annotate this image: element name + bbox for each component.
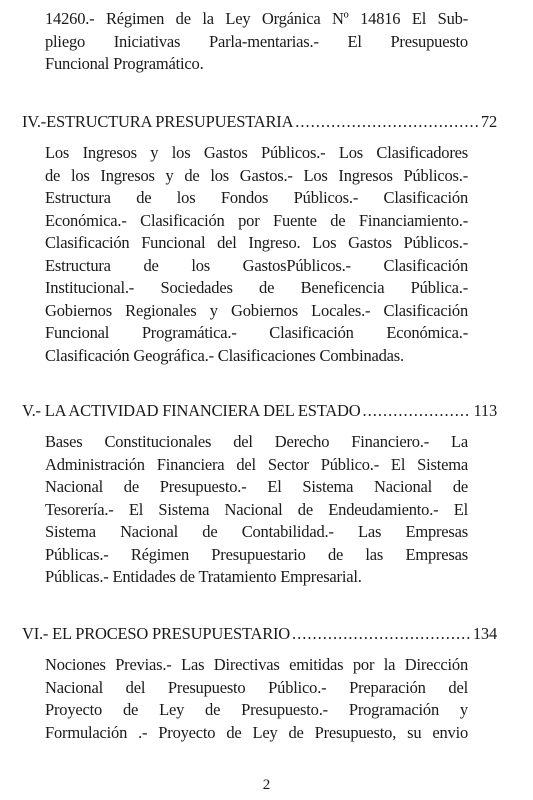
text-line: Nacional del Presupuesto Público.- Preparación del bbox=[45, 677, 468, 697]
text-line: Bases Constitucionales del Derecho Financiero.- La bbox=[45, 432, 468, 451]
text-line: 14260.- Régimen de la Ley Orgánica Nº 14816 El Sub- bbox=[45, 9, 468, 28]
section-title: IV.-ESTRUCTURA PRESUPUESTARIA bbox=[22, 112, 294, 131]
text-line: Tesorería.- El Sistema Nacional de Endeudamiento.- El bbox=[45, 499, 468, 519]
text-line: Nociones Previas.- Las Directivas emitidas por la Dirección bbox=[45, 655, 468, 674]
footer-page-number: 2 bbox=[262, 777, 271, 793]
text-line: Clasificación Geográfica.- Clasificaciones Combinadas. bbox=[45, 345, 404, 365]
section-v-description bbox=[45, 431, 468, 589]
dot-leader bbox=[292, 623, 470, 645]
section-page-number: 113 bbox=[473, 401, 497, 420]
intro-paragraph bbox=[45, 8, 468, 76]
text-line: Públicas.- Régimen Presupuestario de las Empresas bbox=[45, 544, 468, 564]
text-line: pliego Iniciativas Parla-mentarias.- El Presupuesto bbox=[45, 31, 468, 51]
section-page-number: 134 bbox=[472, 624, 497, 643]
text-line: Institucional.- Sociedades de Beneficencia Pública.- bbox=[45, 278, 468, 297]
toc-entry-v bbox=[22, 400, 497, 422]
text-line: Los Ingresos y los Gastos Públicos.- Los Clasificadores bbox=[45, 143, 468, 162]
dot-leader bbox=[295, 111, 478, 133]
text-line: Estructura de los GastosPúblicos.- Clasificación bbox=[45, 255, 468, 275]
toc-entry-iv bbox=[22, 111, 497, 133]
text-line: Económica.- Clasificación por Fuente de Financiamiento.- bbox=[45, 210, 468, 230]
text-line: Públicas.- Entidades de Tratamiento Empresarial. bbox=[45, 567, 362, 586]
dot-leader bbox=[363, 400, 471, 422]
text-line: Clasificación Funcional del Ingreso. Los Gastos Públicos.- bbox=[45, 233, 468, 252]
text-line: Funcional Programático. bbox=[45, 54, 204, 73]
section-page-number: 72 bbox=[480, 112, 497, 131]
text-line: Administración Financiera del Sector Público.- El Sistema bbox=[45, 454, 468, 474]
text-line: Proyecto de Ley de Presupuesto.- Programación y bbox=[45, 700, 468, 719]
text-line: Funcional Programática.- Clasificación Económica.- bbox=[45, 323, 468, 342]
section-iv-description bbox=[45, 142, 468, 367]
text-line: Nacional de Presupuesto.- El Sistema Nacional de bbox=[45, 477, 468, 496]
text-line: Estructura de los Fondos Públicos.- Clasificación bbox=[45, 188, 468, 207]
toc-entry-vi bbox=[22, 623, 497, 645]
text-line: Formulación .- Proyecto de Ley de Presupuesto, su envio bbox=[45, 722, 468, 742]
text-line: de los Ingresos y de los Gastos.- Los Ingresos Públicos.- bbox=[45, 165, 468, 185]
text-line: Sistema Nacional de Contabilidad.- Las Empresas bbox=[45, 522, 468, 541]
text-line: Gobiernos Regionales y Gobiernos Locales.- Clasificación bbox=[45, 300, 468, 320]
section-title: V.- LA ACTIVIDAD FINANCIERA DEL ESTADO bbox=[22, 401, 361, 420]
section-title: VI.- EL PROCESO PRESUPUESTARIO bbox=[22, 624, 291, 643]
section-vi-description bbox=[45, 654, 468, 744]
